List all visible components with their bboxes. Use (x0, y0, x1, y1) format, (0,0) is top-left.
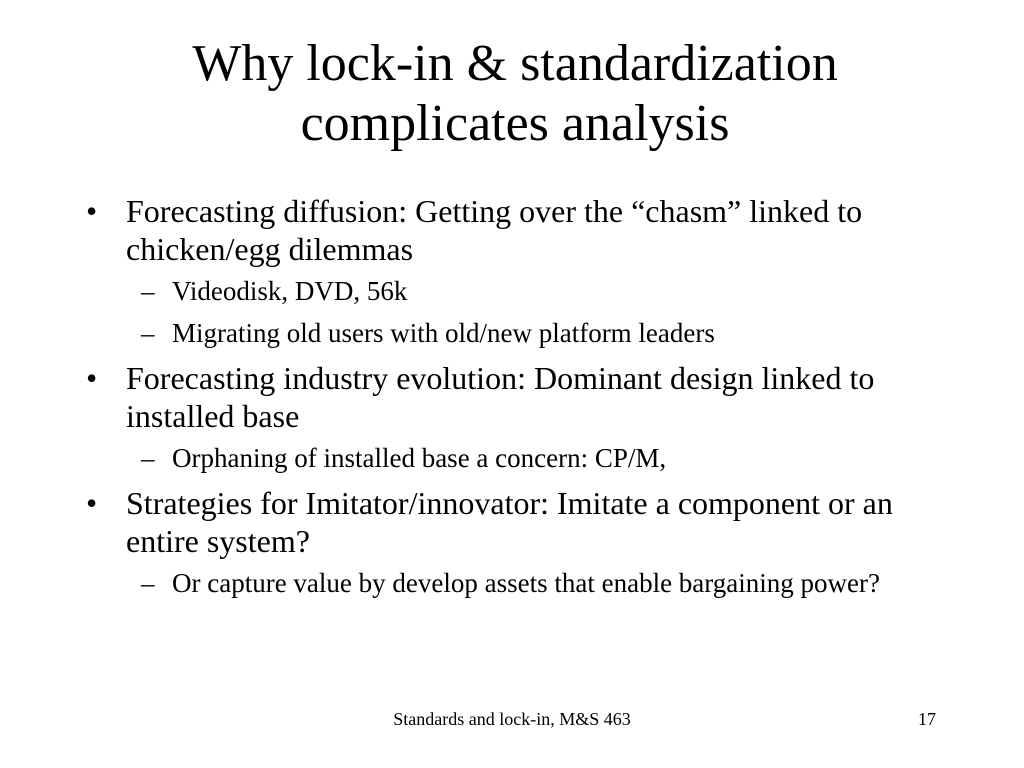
bullet-text: Forecasting industry evolution: Dominant design linked to installed base (126, 360, 875, 434)
page-number: 17 (918, 709, 936, 729)
sub-bullet-item (126, 275, 962, 307)
bullet-marker: • (86, 193, 98, 229)
slide-title (60, 34, 970, 154)
sub-bullet-text: Migrating old users with old/new platform leaders (172, 318, 715, 348)
sub-bullet-text: Or capture value by develop assets that enable bargaining power? (172, 568, 880, 598)
sub-bullet-text: Orphaning of installed base a concern: CP/M, (172, 443, 667, 473)
sub-bullet-text: Videodisk, DVD, 56k (172, 276, 408, 306)
bullet-list (82, 192, 962, 609)
slide-title-line-1: Why lock-in & standardization (192, 35, 838, 92)
bullet-marker: • (86, 485, 98, 521)
bullet-item (82, 359, 962, 474)
sub-bullet-list (126, 567, 962, 599)
sub-bullet-list (126, 275, 962, 349)
bullet-text: Forecasting diffusion: Getting over the “chasm” linked to chicken/egg dilemmas (126, 193, 863, 267)
sub-bullet-item (126, 567, 962, 599)
sub-bullet-list (126, 442, 962, 474)
sub-bullet-item (126, 442, 962, 474)
slide-title-line-2: complicates analysis (300, 95, 730, 152)
dash-marker: – (141, 276, 155, 306)
dash-marker: – (141, 568, 155, 598)
dash-marker: – (141, 443, 155, 473)
sub-bullet-item (126, 317, 962, 349)
bullet-item (82, 484, 962, 599)
slide-footer (0, 707, 1024, 731)
bullet-item (82, 192, 962, 349)
dash-marker: – (141, 318, 155, 348)
bullet-text: Strategies for Imitator/innovator: Imitate a component or an entire system? (126, 485, 893, 559)
bullet-marker: • (86, 360, 98, 396)
footer-text: Standards and lock-in, M&S 463 (393, 709, 631, 729)
